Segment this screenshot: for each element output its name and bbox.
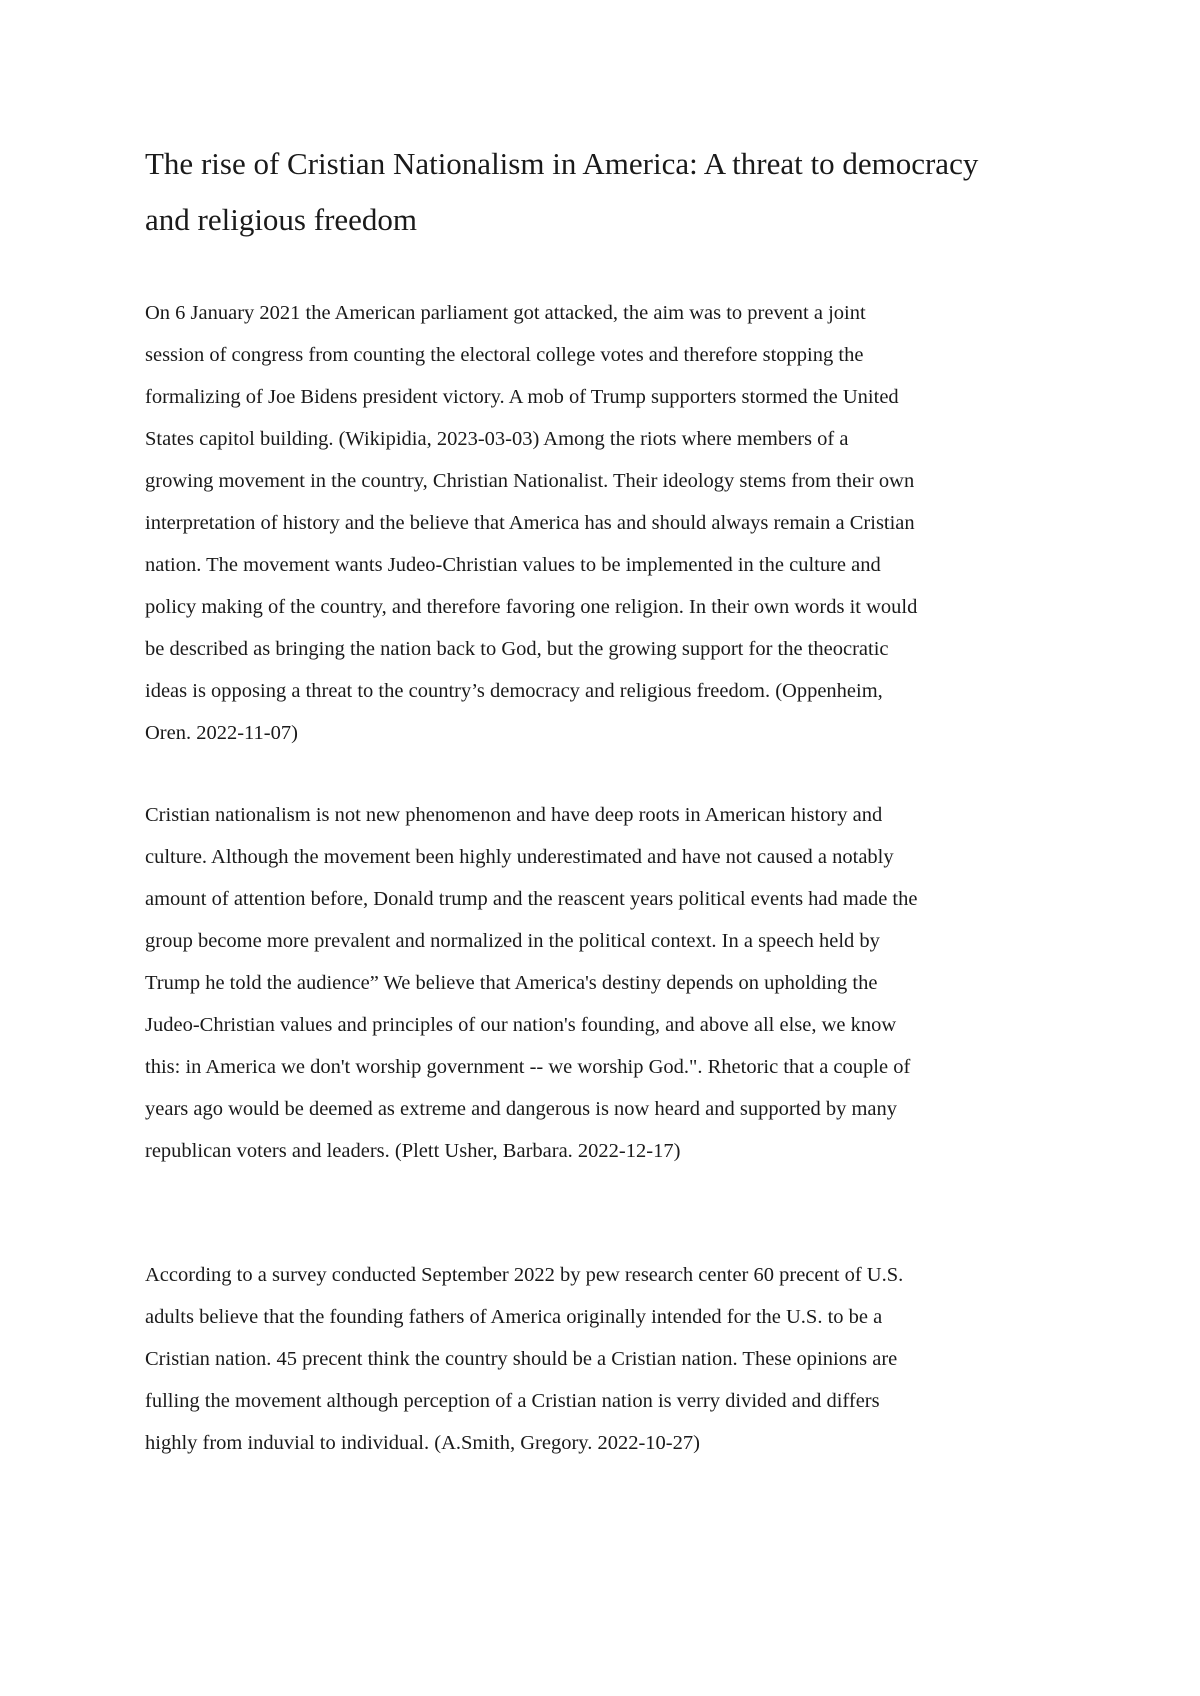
text-line: Trump he told the audience” We believe that America's destiny depends on upholding the	[145, 972, 878, 994]
text-line: group become more prevalent and normalized in the political context. In a speech held by	[145, 930, 880, 952]
text-line: culture. Although the movement been highly underestimated and have not caused a notably	[145, 846, 894, 868]
text-line: growing movement in the country, Christian Nationalist. Their ideology stems from their own	[145, 470, 915, 492]
text-line: nation. The movement wants Judeo-Christian values to be implemented in the culture and	[145, 554, 881, 576]
text-line: amount of attention before, Donald trump and the reascent years political events had made the	[145, 888, 918, 910]
text-line: fulling the movement although perception of a Cristian nation is verry divided and differs	[145, 1390, 880, 1412]
text-line: interpretation of history and the believe that America has and should always remain a Cristian	[145, 512, 915, 534]
text-line: years ago would be deemed as extreme and dangerous is now heard and supported by many	[145, 1098, 898, 1120]
text-line: formalizing of Joe Bidens president victory. A mob of Trump supporters stormed the United	[145, 386, 899, 408]
text-line: On 6 January 2021 the American parliament got attacked, the aim was to prevent a joint	[145, 302, 866, 324]
text-line: this: in America we don't worship government -- we worship God.". Rhetoric that a couple of	[145, 1056, 911, 1078]
text-line: Cristian nation. 45 precent think the country should be a Cristian nation. These opinions are	[145, 1348, 898, 1370]
paragraph-survey	[145, 1254, 1080, 1464]
text-line: According to a survey conducted September 2022 by pew research center 60 precent of U.S.	[145, 1264, 904, 1286]
text-line: ideas is opposing a threat to the country’s democracy and religious freedom. (Oppenheim,	[145, 680, 883, 702]
text-line: adults believe that the founding fathers of America originally intended for the U.S. to be a	[145, 1306, 883, 1328]
paragraph-capitol-attack	[145, 292, 1080, 754]
paragraph-roots	[145, 794, 1080, 1172]
text-line: highly from induvial to individual. (A.Smith, Gregory. 2022-10-27)	[145, 1432, 700, 1454]
text-line: Cristian nationalism is not new phenomenon and have deep roots in American history and	[145, 804, 883, 826]
title-line: and religious freedom	[145, 202, 418, 237]
document-title	[145, 136, 1065, 248]
text-line: policy making of the country, and therefore favoring one religion. In their own words it would	[145, 596, 918, 618]
text-line: republican voters and leaders. (Plett Usher, Barbara. 2022-12-17)	[145, 1140, 681, 1162]
text-line: States capitol building. (Wikipidia, 2023-03-03) Among the riots where members of a	[145, 428, 849, 450]
text-line: be described as bringing the nation back to God, but the growing support for the theocratic	[145, 638, 889, 660]
text-line: Oren. 2022-11-07)	[145, 722, 298, 744]
title-line: The rise of Cristian Nationalism in America: A threat to democracy	[145, 146, 979, 181]
text-line: session of congress from counting the electoral college votes and therefore stopping the	[145, 344, 864, 366]
text-line: Judeo-Christian values and principles of our nation's founding, and above all else, we know	[145, 1014, 897, 1036]
